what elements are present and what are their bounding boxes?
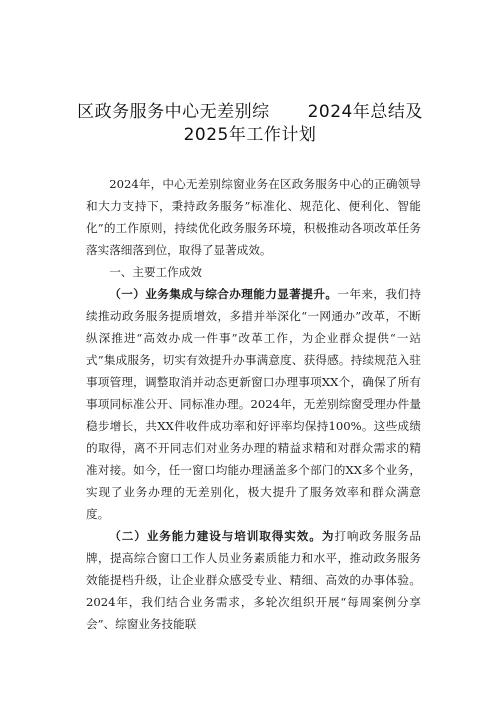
subsection-2-lead: 为 [321, 529, 335, 543]
subsection-1-paragraph [86, 283, 421, 525]
subsection-2-heading: （二）业务能力建设与培训取得实效。 [109, 529, 322, 543]
subsection-1-heading: （一）业务集成与综合办理能力显著提升。 [109, 287, 338, 301]
subsection-2-paragraph [86, 525, 421, 635]
subsection-1-text: 一年来，我们持续推动政务服务提质增效，多措并举深化“一网通办”改革，不断纵深推进“高效办成一件事”改革工作，为企业群众提供“一站式”集成服务，切实有效提升办事满意度、获得感。持续规范入驻事项管理，调整取消并动态更新窗口办理事项XX个，确保了所有事项同标准公开、同标准办理。2024年，无差别综窗受理办件量稳步增长，共XX件收件成功率和好评率均保持100%。这些成绩的取得，离不开同志们对业务办理的精益求精和对群众需求的精准对接。如今，任一窗口均能办理涵盖多个部门的XX多个业务，实现了业务办理的无差别化，极大提升了服务效率和群众满意度。 [86, 287, 421, 521]
title-part-a: 区政务服务中心无差别综 [77, 102, 270, 122]
document-title-line-2: 2025年工作计划 [183, 125, 317, 145]
subsection-2-text: 打响政务服务品牌，提高综合窗口工作人员业务素质能力和水平，推动政务服务效能提档升级，让企业群众感受专业、精细、高效的办事体验。2024年，我们结合业务需求，多轮次组织开展“每周案例分享会”、综窗业务技能联 [86, 529, 421, 631]
document-title-line-1 [0, 97, 500, 122]
document-body [86, 173, 421, 635]
section-1-heading: 一、主要工作成效 [109, 265, 202, 279]
title-part-b: 2024年总结及 [307, 102, 423, 122]
intro-paragraph: 2024年，中心无差别综窗业务在区政务服务中心的正确领导和大力支持下，秉持政务服务”标准化、规范化、便利化、智能化”的工作原则，持续优化政务服务环境，积极推动各项改革任务落实落细落到位，取得了显著成效。 [86, 177, 421, 257]
